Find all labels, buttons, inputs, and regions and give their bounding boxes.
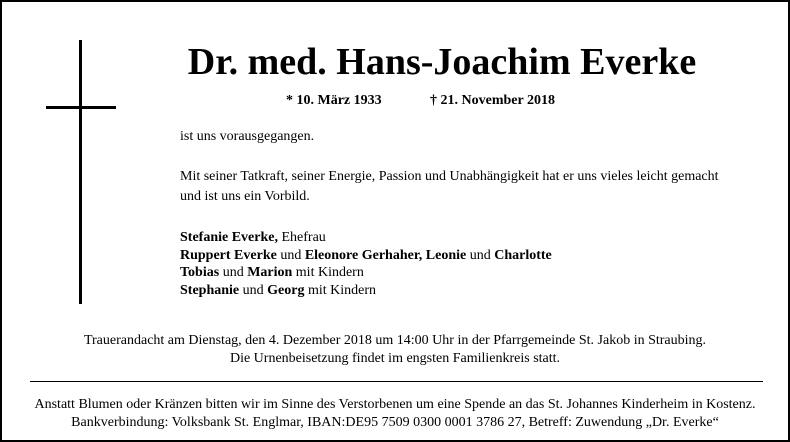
- intro-line: ist uns vorausgegangen.: [180, 129, 315, 144]
- mourner-name: Ruppert Everke: [180, 247, 277, 263]
- service-info: [2, 332, 788, 368]
- mourner-row: [180, 264, 552, 282]
- mourner-relation: mit Kindern: [304, 282, 376, 298]
- connector: und: [466, 247, 495, 263]
- mourner-row: [180, 229, 552, 247]
- mourner-name: Georg: [267, 282, 305, 298]
- service-line: Trauerandacht am Dienstag, den 4. Dezember 2018 um 14:00 Uhr in der Pfarrgemeinde St. Jakob in Straubing.: [83, 333, 707, 348]
- cross-icon: [79, 40, 82, 304]
- death-date: † 21. November 2018: [430, 93, 555, 108]
- mourner-row: [180, 247, 552, 265]
- mourner-name: Marion: [247, 265, 293, 280]
- connector: und: [239, 282, 268, 298]
- mourner-name: Stefanie Everke,: [180, 230, 278, 245]
- deceased-name: Dr. med. Hans-Joachim Everke: [187, 41, 697, 83]
- mourners-list: [180, 229, 552, 299]
- cross-icon-bar: [46, 106, 116, 109]
- service-line: Die Urnenbeisetzung findet im engsten Familienkreis statt.: [229, 351, 561, 366]
- mourner-relation: mit Kindern: [292, 265, 364, 280]
- tribute-message: [180, 167, 719, 207]
- tribute-line: und ist uns ein Vorbild.: [180, 189, 310, 204]
- donation-line: Bankverbindung: Volksbank St. Englmar, IBAN:DE95 7509 0300 0001 3786 27, Betreff: Zuwendung „Dr. Everke“: [71, 415, 719, 430]
- donation-line: Anstatt Blumen oder Kränzen bitten wir im Sinne des Verstorbenen um eine Spende an das St. Johannes Kinderheim in Kostenz.: [34, 397, 756, 412]
- birth-date: * 10. März 1933: [286, 93, 382, 108]
- mourner-name: Eleonore Gerhaher, Leonie: [304, 247, 467, 263]
- tribute-line: Mit seiner Tatkraft, seiner Energie, Passion und Unabhängigkeit hat er uns vieles leicht gemacht: [180, 169, 719, 184]
- connector: und: [276, 247, 305, 263]
- divider: [30, 381, 763, 382]
- donation-info: [2, 396, 788, 432]
- mourner-relation: Ehefrau: [277, 230, 326, 245]
- connector: und: [219, 265, 248, 280]
- mourner-name: Stephanie: [180, 282, 240, 298]
- mourner-row: [180, 282, 552, 300]
- mourner-name: Charlotte: [494, 247, 552, 263]
- mourner-name: Tobias: [180, 265, 220, 280]
